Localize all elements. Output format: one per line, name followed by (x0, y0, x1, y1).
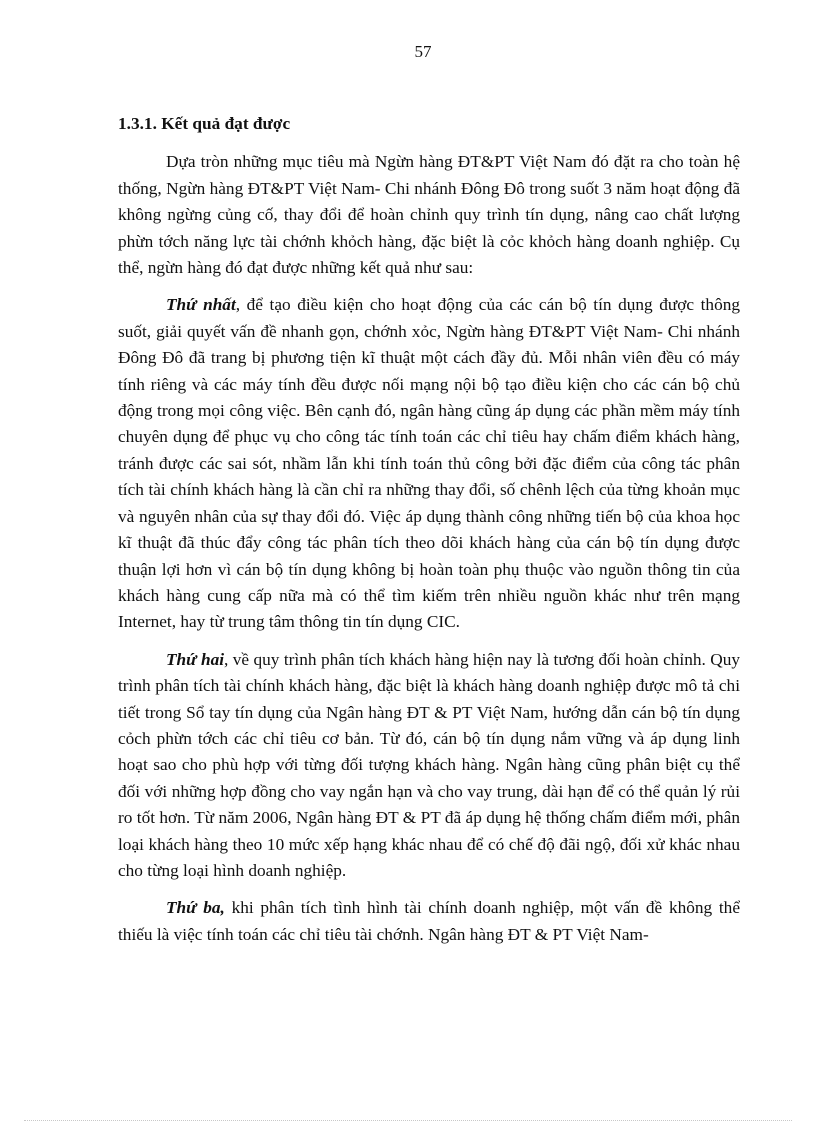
document-body (118, 111, 740, 959)
paragraph-intro (118, 149, 740, 281)
paragraph-lead: Thứ ba, (166, 898, 225, 918)
paragraph-second (118, 647, 740, 885)
paragraph-text: , về quy trình phân tích khách hàng hiện nay là tương đối hoàn chỉnh. Quy trình phân tích tài chính khách hàng, đặc biệt là khách hàng doanh nghiệp được mô tả chi tiết trong Sổ tay tín dụng của Ngân hàng ĐT & PT Việt Nam, hướng dẫn cán bộ tín dụng cỏch phừn tớch các chỉ tiêu cơ bản. Từ đó, cán bộ tín dụng nắm vững và áp dụng linh hoạt sao cho phù hợp với từng đối tượng khách hàng. Ngân hàng cũng phân biệt cụ thể đối với những hợp đồng cho vay ngắn hạn và cho vay trung, dài hạn để có thể quản lý rủi ro tốt hơn. Từ năm 2006, Ngân hàng ĐT & PT đã áp dụng hệ thống chấm điểm mới, phân loại khách hàng theo 10 mức xếp hạng khác nhau để có chế độ đãi ngộ, đối xử khác nhau cho từng loại hình doanh nghiệp. (118, 649, 740, 880)
page-bottom-border (24, 1120, 792, 1121)
section-heading: 1.3.1. Kết quả đạt được (118, 114, 291, 133)
paragraph-third (118, 895, 740, 948)
page-number: 57 (414, 42, 432, 61)
paragraph-lead: Thứ nhất (166, 295, 236, 315)
paragraph-text: khi phân tích tình hình tài chính doanh nghiệp, một vấn đề không thể thiếu là việc tính toán các chỉ tiêu tài chớnh. Ngân hàng ĐT & PT Việt Nam- (118, 898, 740, 944)
paragraph-text: , để tạo điều kiện cho hoạt động của các cán bộ tín dụng được thông suốt, giải quyết vấn đề nhanh gọn, chớnh xỏc, Ngừn hàng ĐT&PT Việt Nam- Chi nhánh Đông Đô đã trang bị phương tiện kĩ thuật một cách đầy đủ. Mỗi nhân viên đều có máy tính riêng và các máy tính đều được nối mạng nội bộ tạo điều kiện cho các cán bộ chủ động trong mọi công việc. Bên cạnh đó, ngân hàng cũng áp dụng các phần mềm máy tính chuyên dụng để phục vụ cho công tác tính toán các chỉ tiêu hay chấm điểm khách hàng, tránh được các sai sót, nhầm lẫn khi tính toán thủ công bởi đặc điểm của công tác phân tích tài chính khách hàng là cần chỉ ra những thay đổi, số chênh lệch của từng khoản mục và nguyên nhân của sự thay đổi đó. Việc áp dụng thành công những tiến bộ của khoa học kĩ thuật đã thúc đẩy công tác phân tích theo dõi khách hàng của cán bộ tín dụng được thuận lợi hơn vì cán bộ tín dụng không bị hoàn toàn phụ thuộc vào nguồn thông tin của khách hàng cung cấp nữa mà có thể tìm kiếm trên nhiều nguồn khác như trên mạng Internet, hay từ trung tâm thông tin tín dụng CIC. (118, 295, 740, 632)
paragraph-lead: Thứ hai (166, 649, 225, 669)
paragraph-first (118, 292, 740, 635)
paragraph-text: Dựa tròn những mục tiêu mà Ngừn hàng ĐT&PT Việt Nam đó đặt ra cho toàn hệ thống, Ngừn hàng ĐT&PT Việt Nam- Chi nhánh Đông Đô trong suốt 3 năm hoạt động đã không ngừng củng cố, thay đổi để hoàn chỉnh quy trình tín dụng, nâng cao chất lượng phừn tớch năng lực tài chớnh khỏch hàng, đặc biệt là cỏc khỏch hàng doanh nghiệp. Cụ thể, ngừn hàng đó đạt được những kết quả như sau: (118, 152, 740, 278)
